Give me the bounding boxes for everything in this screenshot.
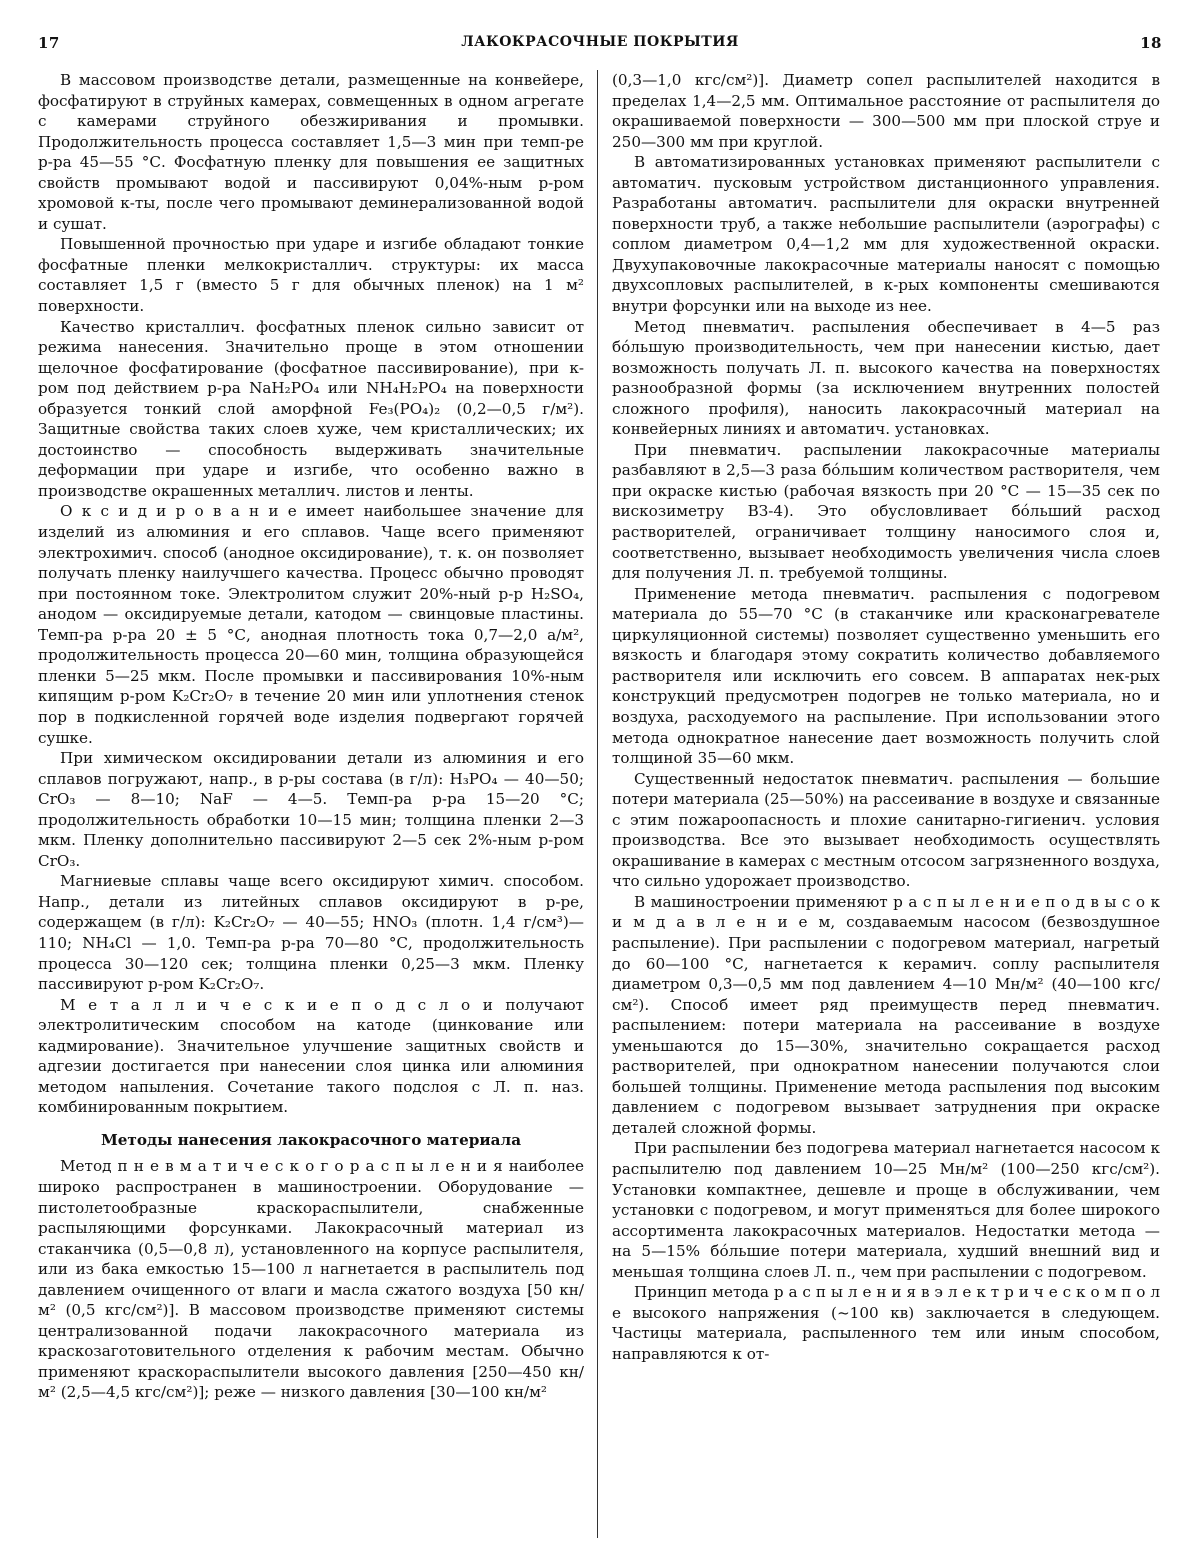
paragraph: (0,3—1,0 кгс/см²)]. Диаметр сопел распылителей находится в пределах 1,4—2,5 мм. Оптимальное расстояние от распылителя до окрашиваемой поверхности — 300—500 мм при плоской струе и 250—300 мм при круглой. <box>612 71 1160 151</box>
page-number-right: 18 <box>1140 34 1162 52</box>
paragraph: При распылении без подогрева материал нагнетается насосом к распылителю под давлением 10—25 Мн/м² (100—250 кгс/см²). Установки компактнее, дешевле и проще в обслуживании, чем установки с подогревом, и могут применяться для более широкого ассортимента лакокрасочных материалов. Недостатки метода — на 5—15% бо́льшие потери материала, худший внешний вид и меньшая толщина слоев Л. п., чем при распылении с подогревом. <box>612 1139 1160 1281</box>
left-column <box>38 70 584 1540</box>
running-title: ЛАКОКРАСОЧНЫЕ ПОКРЫТИЯ <box>461 34 739 50</box>
paragraph: Существенный недостаток пневматич. распыления — большие потери материала (25—50%) на рассеивание в воздухе и связанные с этим пожароопасность и плохие санитарно-гигиенич. условия производства. Все это вызывает необходимость осуществлять окрашивание в камерах с местным отсосом загрязненного воздуха, что сильно удорожает производство. <box>612 769 1160 891</box>
paragraph: В массовом производстве детали, размещенные на конвейере, фосфатируют в струйных камерах, совмещенных в одном агрегате с камерами струйного обезжиривания и промывки. Продолжительность процесса составляет 1,5—3 мин при темп-ре р-ра 45—55 °С. Фосфатную пленку для повышения ее защитных свойств промывают водой и пассивируют 0,04%-ным р-ром хромовой к-ты, после чего промывают деминерализованной водой и сушат. <box>38 71 584 233</box>
section-heading: Методы нанесения лакокрасочного материала <box>100 1130 522 1149</box>
paragraph: При химическом оксидировании детали из алюминия и его сплавов погружают, напр., в р-ры состава (в г/л): H₃PO₄ — 40—50; CrO₃ — 8—10; NaF — 4—5. Темп-ра р-ра 15—20 °С; продолжительность обработки 10—15 мин; толщина пленки 2—3 мкм. Пленку дополнительно пассивируют 2—5 сек 2%-ным р-ром CrO₃. <box>38 749 584 870</box>
column-divider <box>597 70 598 1538</box>
paragraph: О к с и д и р о в а н и е имеет наибольшее значение для изделий из алюминия и его сплавов. Чаще всего применяют электрохимич. способ (анодное оксидирование), т. к. он позволяет получать пленку наилучшего качества. Процесс обычно проводят при постоянном токе. Электролитом служит 20%-ный р-р H₂SO₄, анодом — оксидируемые детали, катодом — свинцовые пластины. Темп-ра р-ра 20 ± 5 °С, анодная плотность тока 0,7—2,0 а/м², продолжительность процесса 20—60 мин, толщина образующейся пленки 5—25 мкм. После промывки и пассивирования 10%-ным кипящим р-ром K₂Cr₂O₇ в течение 20 мин или уплотнения стенок пор в подкисленной горячей воде изделия подвергают горячей сушке. <box>38 502 584 747</box>
page-number-left: 17 <box>38 34 60 52</box>
paragraph: Применение метода пневматич. распыления с подогревом материала до 55—70 °С (в стаканчике или красконагревателе циркуляционной системы) позволяет существенно уменьшить его вязкость и благодаря этому сократить количество добавляемого растворителя или исключить его совсем. В аппаратах нек-рых конструкций предусмотрен подогрев не только материала, но и воздуха, расходуемого на распыление. При использовании этого метода однократное нанесение дает возможность получить слой толщиной 35—60 мкм. <box>612 584 1160 768</box>
paragraph: Повышенной прочностью при ударе и изгибе обладают тонкие фосфатные пленки мелкокристаллич. структуры: их масса составляет 1,5 г (вместо 5 г для обычных пленок) на 1 м² поверхности. <box>38 235 584 316</box>
paragraph: Принцип метода р а с п ы л е н и я в э л е к т р и ч е с к о м п о л е высокого напряжения (~100 кв) заключается в следующем. Частицы материала, распыленного тем или иным способом, направляются к от- <box>612 1283 1160 1363</box>
paragraph: Качество кристаллич. фосфатных пленок сильно зависит от режима нанесения. Значительно проще в этом отношении щелочное фосфатирование (фосфатное пассивирование), при к-ром под действием р-ра NaH₂PO₄ или NH₄H₂PO₄ на поверхности образуется тонкий слой аморфной Fe₃(PO₄)₂ (0,2—0,5 г/м²). Защитные свойства таких слоев хуже, чем кристаллических; их достоинство — способность выдерживать значительные деформации при ударе и изгибе, что особенно важно в производстве окрашенных металлич. листов и ленты. <box>38 317 584 500</box>
paragraph: В автоматизированных установках применяют распылители с автоматич. пусковым устройством дистанционного управления. Разработаны автоматич. распылители для окраски внутренней поверхности труб, а также небольшие распылители (аэрографы) с соплом диаметром 0,4—1,2 мм для художественной окраски. Двухупаковочные лакокрасочные материалы наносят с помощью двухсопловых распылителей, в к-рых компоненты смешиваются внутри форсунки или на выходе из нее. <box>612 153 1160 316</box>
paragraph: Метод пневматич. распыления обеспечивает в 4—5 раз бо́льшую производительность, чем при нанесении кистью, дает возможность получать Л. п. высокого качества на поверхностях разнообразной формы (за исключением внутренних полостей сложного профиля), наносить лакокрасочный материал на конвейерных линиях и автоматич. установках. <box>612 317 1160 439</box>
paragraph: В машиностроении применяют р а с п ы л е н и е п о д в ы с о к и м д а в л е н и е м, создаваемым насосом (безвоздушное распыление). При распылении с подогревом материал, нагретый до 60—100 °С, нагнетается к керамич. соплу распылителя диаметром 0,3—0,5 мм под давлением 4—10 Мн/м² (40—100 кгс/см²). Способ имеет ряд преимуществ перед пневматич. распылением: потери материала на рассеивание в воздухе уменьшаются до 15—30%, значительно сокращается расход растворителей, при однократном нанесении получаются слои большей толщины. Применение метода распыления под высоким давлением с подогревом вызывает затруднения при окраске деталей сложной формы. <box>612 892 1160 1137</box>
paragraph: При пневматич. распылении лакокрасочные материалы разбавляют в 2,5—3 раза бо́льшим количеством растворителя, чем при окраске кистью (рабочая вязкость при 20 °С — 15—35 сек по вискозиметру ВЗ-4). Это обусловливает бо́льший расход растворителей, ограничивает толщину наносимого слоя и, соответственно, вызывает необходимость увеличения числа слоев для получения Л. п. требуемой толщины. <box>612 440 1160 583</box>
paragraph: Метод п н е в м а т и ч е с к о г о р а с п ы л е н и я наиболее широко распространен в машиностроении. Оборудование — пистолетообразные краскораспылители, снабженные распыляющими форсунками. Лакокрасочный материал из стаканчика (0,5—0,8 л), установленного на корпусе распылителя, или из бака емкостью 15—100 л нагнетается в распылитель под давлением очищенного от влаги и масла сжатого воздуха [50 кн/м² (0,5 кгс/см²)]. В массовом производстве применяют системы централизованной подачи лакокрасочного материала из краскозаготовительного отделения к рабочим местам. Обычно применяют краскораспылители высокого давления [250—450 кн/м² (2,5—4,5 кгс/см²)]; реже — низкого давления [30—100 кн/м² <box>38 1157 584 1402</box>
right-column <box>612 70 1160 1540</box>
running-head <box>38 34 1162 58</box>
paragraph: Магниевые сплавы чаще всего оксидируют химич. способом. Напр., детали из литейных сплавов оксидируют в р-ре, содержащем (в г/л): K₂Cr₂O₇ — 40—55; HNO₃ (плотн. 1,4 г/см³)—110; NH₄Cl — 1,0. Темп-ра р-ра 70—80 °С, продолжительность процесса 30—120 сек; толщина пленки 0,25—3 мкм. Пленку пассивируют р-ром K₂Cr₂O₇. <box>38 872 584 994</box>
paragraph: М е т а л л и ч е с к и е п о д с л о и получают электролитическим способом на катоде (цинкование или кадмирование). Значительное улучшение защитных свойств и адгезии достигается при нанесении слоя цинка или алюминия методом напыления. Сочетание такого подслоя с Л. п. наз. комбинированным покрытием. <box>38 995 584 1117</box>
